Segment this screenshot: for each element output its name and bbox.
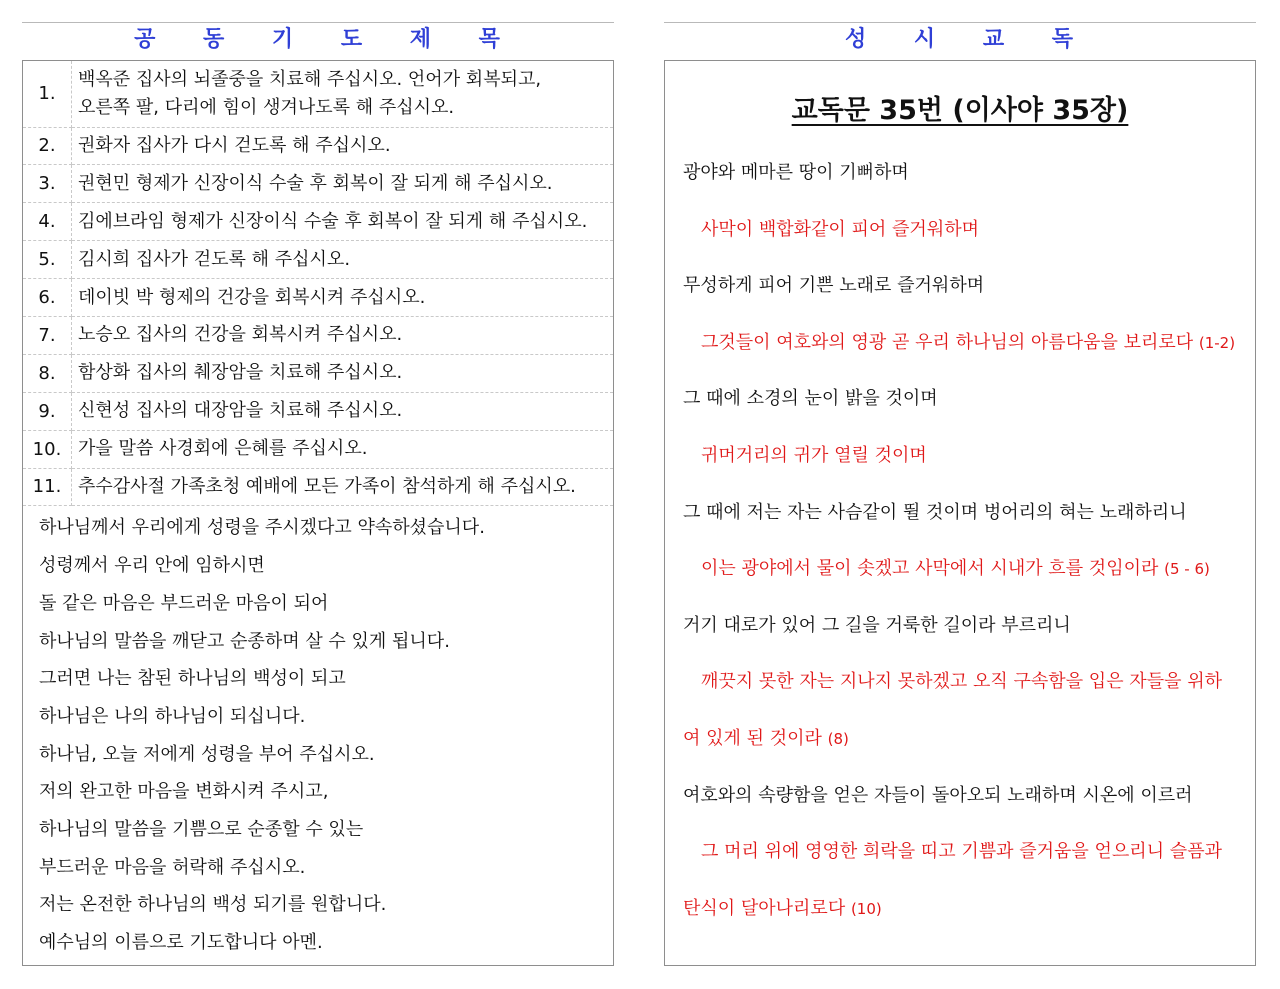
prayer-item-line: 추수감사절 가족초청 예배에 모든 가족이 참석하게 해 주십시오. bbox=[78, 475, 576, 497]
prayer-item-line: 노승오 집사의 건강을 회복시켜 주십시오. bbox=[78, 324, 403, 346]
prayer-item-line: 백옥준 집사의 뇌졸중을 치료해 주십시오. 언어가 회복되고, bbox=[78, 68, 542, 90]
prayer-item bbox=[23, 279, 613, 317]
prayer-item-text bbox=[72, 354, 614, 392]
congregation-verse bbox=[683, 202, 1255, 259]
leader-verse bbox=[683, 768, 1255, 825]
congregation-verse bbox=[683, 881, 1255, 938]
prayer-item-number: 4. bbox=[23, 203, 72, 241]
prayer-item-text bbox=[72, 61, 614, 127]
confession-line: 성령께서 우리 안에 임하시면 bbox=[39, 555, 265, 577]
verse-text: 여호와의 속량함을 얻은 자들이 돌아오되 노래하며 시온에 이르러 bbox=[683, 784, 1193, 806]
prayer-item-line: 권현민 형제가 신장이식 수술 후 회복이 잘 되게 해 주십시오. bbox=[78, 172, 553, 194]
prayer-item-number: 7. bbox=[23, 316, 72, 354]
confession-line: 하나님, 오늘 저에게 성령을 부어 주십시오. bbox=[39, 743, 375, 765]
confession-line: 하나님은 나의 하나님이 되십니다. bbox=[39, 705, 306, 727]
prayer-item bbox=[23, 203, 613, 241]
verse-text: 이는 광야에서 물이 솟겠고 사막에서 시내가 흐를 것임이라 bbox=[701, 558, 1165, 580]
prayer-item-number: 6. bbox=[23, 279, 72, 317]
leader-verse bbox=[683, 598, 1255, 655]
verse-reference: (1-2) bbox=[1198, 333, 1236, 352]
leader-verse bbox=[683, 145, 1255, 202]
prayer-item-number: 9. bbox=[23, 392, 72, 430]
prayer-item bbox=[23, 241, 613, 279]
verse-text: 그 머리 위에 영영한 희락을 띠고 기쁨과 즐거움을 얻으리니 슬픔과 bbox=[701, 841, 1222, 863]
prayer-item-text bbox=[72, 316, 614, 354]
confession-line: 하나님의 말씀을 기쁨으로 순종할 수 있는 bbox=[39, 819, 364, 841]
prayer-item-number: 10. bbox=[23, 430, 72, 468]
prayer-item bbox=[23, 61, 613, 127]
prayer-item bbox=[23, 392, 613, 430]
prayer-item-text bbox=[72, 241, 614, 279]
verse-text: 탄식이 달아나리로다 bbox=[683, 897, 851, 919]
prayer-item-line: 가을 말씀 사경회에 은혜를 주십시오. bbox=[78, 438, 368, 460]
confession-line: 하나님께서 우리에게 성령을 주시겠다고 약속하셨습니다. bbox=[39, 517, 485, 539]
prayer-item-text bbox=[72, 127, 614, 165]
prayer-item-text bbox=[72, 165, 614, 203]
prayer-item bbox=[23, 127, 613, 165]
verse-text: 무성하게 피어 기쁜 노래로 즐거워하며 bbox=[683, 275, 985, 297]
prayer-item-number: 1. bbox=[23, 61, 72, 127]
responsive-reading-panel bbox=[664, 60, 1256, 966]
reading-verses bbox=[665, 133, 1255, 937]
verse-reference: (10) bbox=[850, 899, 882, 918]
verse-text: 그것들이 여호와의 영광 곧 우리 하나님의 아름다움을 보리로다 bbox=[701, 331, 1199, 353]
confession-line: 그러면 나는 참된 하나님의 백성이 되고 bbox=[39, 668, 346, 690]
leader-verse bbox=[683, 258, 1255, 315]
prayer-item-line: 신현성 집사의 대장암을 치료해 주십시오. bbox=[78, 400, 403, 422]
prayer-item-line: 오른쪽 팔, 다리에 힘이 생겨나도록 해 주십시오. bbox=[78, 96, 455, 118]
prayer-item-line: 함상화 집사의 췌장암을 치료해 주십시오. bbox=[78, 362, 403, 384]
prayer-item-line: 김시희 집사가 걷도록 해 주십시오. bbox=[78, 248, 351, 270]
leader-verse bbox=[683, 485, 1255, 542]
verse-text: 그 때에 저는 자는 사슴같이 뛸 것이며 벙어리의 혀는 노래하리니 bbox=[683, 501, 1187, 523]
verse-text: 깨끗지 못한 자는 지나지 못하겠고 오직 구속함을 입은 자들을 위하 bbox=[701, 671, 1222, 693]
confession-line: 돌 같은 마음은 부드러운 마음이 되어 bbox=[39, 592, 329, 614]
prayer-item-number: 3. bbox=[23, 165, 72, 203]
reading-title-text: 교독문 35번 (이사야 35장) bbox=[791, 95, 1129, 126]
responsive-reading-header: 성 시 교 독 bbox=[664, 22, 1256, 57]
confession-line: 저는 온전한 하나님의 백성 되기를 원합니다. bbox=[39, 894, 387, 916]
congregation-verse bbox=[683, 428, 1255, 485]
prayer-item bbox=[23, 165, 613, 203]
verse-reference: (8) bbox=[827, 729, 849, 748]
prayer-item-line: 데이빗 박 형제의 건강을 회복시켜 주십시오. bbox=[78, 286, 426, 308]
congregation-verse bbox=[683, 824, 1255, 881]
prayer-item-number: 2. bbox=[23, 127, 72, 165]
verse-reference: (5 - 6) bbox=[1164, 560, 1210, 579]
prayer-item-number: 8. bbox=[23, 354, 72, 392]
prayer-item-line: 김에브라임 형제가 신장이식 수술 후 회복이 잘 되게 해 주십시오. bbox=[78, 210, 588, 232]
prayer-item bbox=[23, 354, 613, 392]
congregation-verse bbox=[683, 654, 1255, 711]
verse-text: 여 있게 된 것이라 bbox=[683, 727, 828, 749]
verse-text: 사막이 백합화같이 피어 즐거워하며 bbox=[701, 218, 979, 240]
congregation-verse bbox=[683, 711, 1255, 768]
prayer-item-text bbox=[72, 468, 614, 506]
verse-text: 귀머거리의 귀가 열릴 것이며 bbox=[701, 444, 927, 466]
prayer-item bbox=[23, 316, 613, 354]
prayer-item bbox=[23, 468, 613, 506]
confession-line: 예수님의 이름으로 기도합니다 아멘. bbox=[39, 932, 323, 954]
prayer-item-text bbox=[72, 430, 614, 468]
verse-text: 광야와 메마른 땅이 기뻐하며 bbox=[683, 162, 909, 183]
congregation-verse bbox=[683, 315, 1255, 372]
prayer-item-text bbox=[72, 392, 614, 430]
prayer-item-text bbox=[72, 279, 614, 317]
prayer-topics-panel bbox=[22, 60, 614, 966]
verse-text: 거기 대로가 있어 그 길을 거룩한 길이라 부르리니 bbox=[683, 614, 1071, 636]
leader-verse bbox=[683, 371, 1255, 428]
prayer-item bbox=[23, 430, 613, 468]
prayer-item-number: 5. bbox=[23, 241, 72, 279]
congregation-verse bbox=[683, 541, 1255, 598]
prayer-item-number: 11. bbox=[23, 468, 72, 506]
confession-line: 하나님의 말씀을 깨닫고 순종하며 살 수 있게 됩니다. bbox=[39, 630, 450, 652]
reading-title bbox=[665, 89, 1255, 133]
prayer-item-line: 권화자 집사가 다시 걷도록 해 주십시오. bbox=[78, 134, 391, 156]
prayer-topics-header: 공 동 기 도 제 목 bbox=[22, 22, 614, 57]
confession-line: 저의 완고한 마음을 변화시켜 주시고, bbox=[39, 781, 329, 803]
prayer-list bbox=[23, 61, 613, 506]
verse-text: 그 때에 소경의 눈이 밝을 것이며 bbox=[683, 388, 938, 410]
prayer-item-text bbox=[72, 203, 614, 241]
confession-line: 부드러운 마음을 허락해 주십시오. bbox=[39, 856, 306, 878]
confession-prayer bbox=[23, 506, 613, 961]
